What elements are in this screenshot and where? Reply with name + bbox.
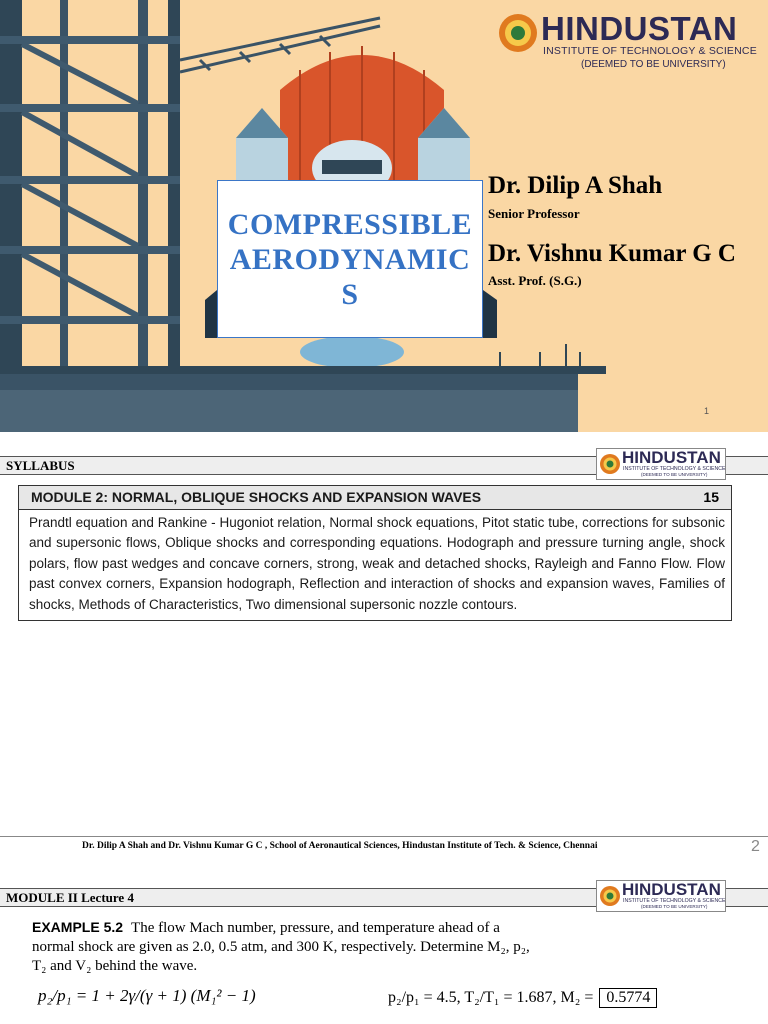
logo-brand: HINDUSTAN bbox=[622, 448, 721, 467]
logo-brand: HINDUSTAN bbox=[541, 10, 738, 47]
logo-subtitle: INSTITUTE OF TECHNOLOGY & SCIENCE bbox=[623, 466, 726, 472]
results-equation bbox=[388, 988, 657, 1008]
university-emblem-icon bbox=[599, 453, 621, 475]
logo-subtitle: INSTITUTE OF TECHNOLOGY & SCIENCE bbox=[623, 898, 726, 904]
logo-brand: HINDUSTAN bbox=[622, 880, 721, 899]
university-logo bbox=[596, 448, 726, 480]
course-title-box bbox=[217, 180, 483, 338]
logo-deemed: (DEEMED TO BE UNIVERSITY) bbox=[581, 59, 726, 70]
answer-box: 0.5774 bbox=[599, 988, 657, 1008]
university-emblem-icon bbox=[599, 885, 621, 907]
author2-role: Asst. Prof. (S.G.) bbox=[488, 273, 582, 288]
logo-subtitle: INSTITUTE OF TECHNOLOGY & SCIENCE bbox=[543, 45, 757, 57]
module-description: Prandtl equation and Rankine - Hugoniot relation, Normal shock equations, Pitot static tube, corrections for subsonic and supersonic flows, Oblique shocks and corresponding equations. Hodograph and pressure turning angle, shock polars, flow past wedges and concave corners, strong, weak and detached shocks, Rayleigh and Fanno Flow. Flow past convex corners, Expansion hodograph, Reflection and interaction of shocks and expansion waves, Families of shocks, Methods of Characteristics, Two dimensional supersonic nozzle contours. bbox=[29, 515, 725, 612]
page-number: 1 bbox=[704, 406, 710, 416]
module-hours: 15 bbox=[703, 489, 719, 505]
author2-name: Dr. Vishnu Kumar G C bbox=[488, 240, 736, 267]
example-problem bbox=[32, 918, 532, 976]
author1-name: Dr. Dilip A Shah bbox=[488, 172, 663, 199]
slide-header-label: MODULE II Lecture 4 bbox=[6, 890, 134, 905]
logo-deemed: (DEEMED TO BE UNIVERSITY) bbox=[641, 904, 708, 909]
lecture-slide bbox=[0, 860, 768, 1024]
footer-divider bbox=[0, 836, 768, 837]
university-logo bbox=[497, 12, 759, 72]
author1-role: Senior Professor bbox=[488, 206, 580, 221]
example-label: EXAMPLE 5.2 bbox=[32, 919, 124, 935]
page-number: 2 bbox=[751, 838, 760, 855]
module-table bbox=[18, 485, 732, 621]
slide-header-label: SYLLABUS bbox=[6, 458, 75, 473]
results-text: p₂/p₁ = 4.5, T₂/T₁ = 1.687, M₂ = bbox=[388, 989, 594, 1006]
logo-deemed: (DEEMED TO BE UNIVERSITY) bbox=[641, 472, 708, 477]
module-title: MODULE 2: NORMAL, OBLIQUE SHOCKS AND EXPANSION WAVES bbox=[31, 489, 482, 505]
rankine-hugoniot-equation: p₂/p₁ = 1 + 2γ/(γ + 1) (M₁² − 1) bbox=[38, 986, 256, 1005]
course-title: COMPRESSIBLE AERODYNAMICS bbox=[227, 207, 473, 311]
university-logo bbox=[596, 880, 726, 912]
syllabus-slide bbox=[0, 432, 768, 860]
footer-credits: Dr. Dilip A Shah and Dr. Vishnu Kumar G C , School of Aeronautical Sciences, Hindustan Institute of Tech. & Science, Chennai bbox=[82, 841, 598, 851]
module-header-row bbox=[19, 486, 731, 510]
title-slide bbox=[0, 0, 768, 432]
example-statement: The flow Mach number, pressure, and temperature ahead of a normal shock are given as 2.0, 0.5 atm, and 300 K, respectively. Determine M₂, p₂, T₂ and V₂ behind the wave. bbox=[32, 920, 530, 974]
university-emblem-icon bbox=[497, 12, 539, 54]
